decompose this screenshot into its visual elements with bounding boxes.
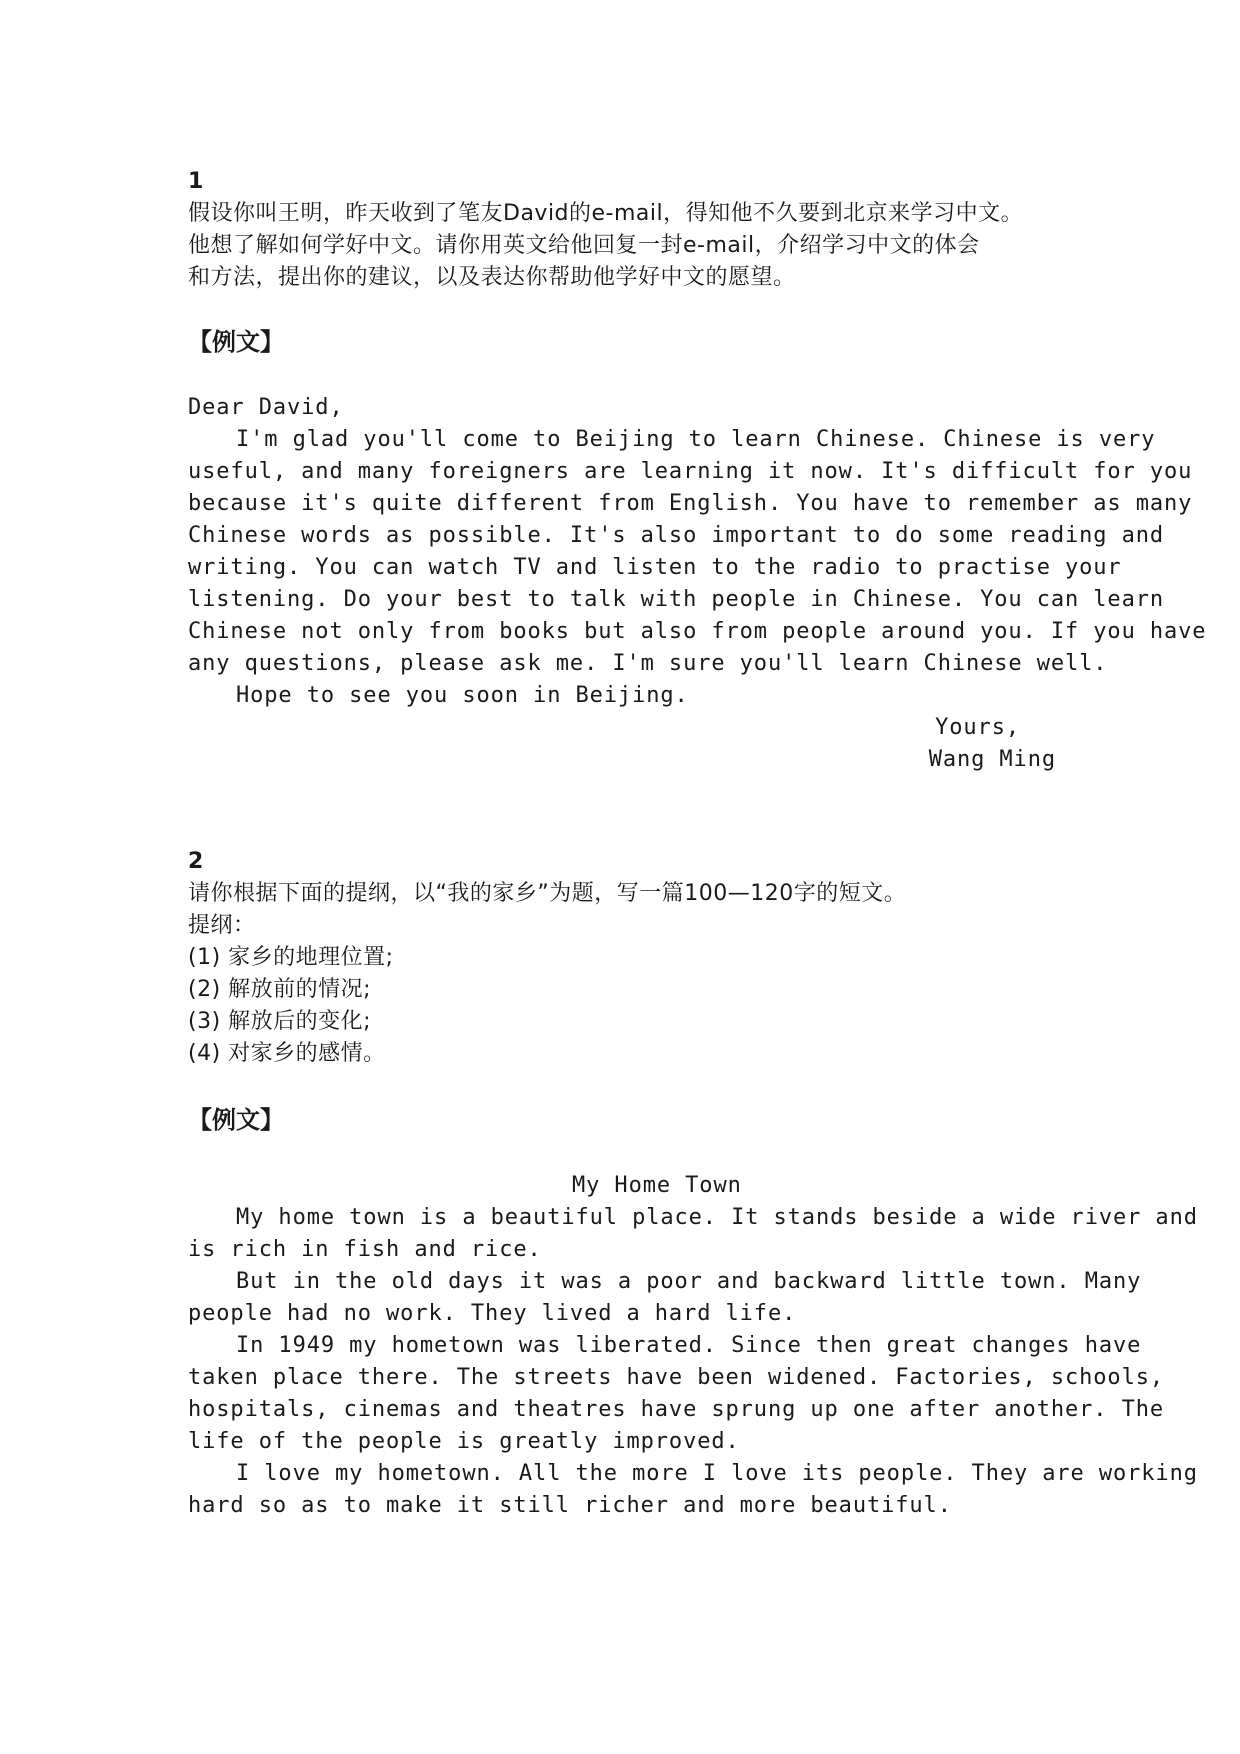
letter-signoff: Yours, <box>935 715 1020 740</box>
letter-body-line: useful, and many foreigners are learning it now. It's difficult for you <box>188 459 1193 484</box>
question-1-prompt-line: 他想了解如何学好中文。请你用英文给他回复一封e-mail，介绍学习中文的体会 <box>188 233 980 258</box>
outline-item: (3) 解放后的变化; <box>188 1009 372 1034</box>
document-page <box>188 0 1207 1754</box>
essay-line: My home town is a beautiful place. It stands beside a wide river and <box>236 1205 1198 1230</box>
letter-body-line: Chinese not only from books but also from people around you. If you have <box>188 619 1207 644</box>
question-1-prompt-line: 假设你叫王明，昨天收到了笔友David的e-mail，得知他不久要到北京来学习中文。 <box>188 201 1024 226</box>
sample-essay-heading-2: 【例文】 <box>188 1106 284 1134</box>
letter-body-line: because it's quite different from English. You have to remember as many <box>188 491 1193 516</box>
letter-body-line: writing. You can watch TV and listen to the radio to practise your <box>188 555 1122 580</box>
essay-line: taken place there. The streets have been widened. Factories, schools, <box>188 1365 1165 1390</box>
essay-line: hard so as to make it still richer and more beautiful. <box>188 1493 952 1518</box>
essay-title: My Home Town <box>572 1173 742 1198</box>
question-number-1: 1 <box>188 169 204 194</box>
outline-label: 提纲： <box>188 913 256 938</box>
letter-body-line: Chinese words as possible. It's also important to do some reading and <box>188 523 1165 548</box>
letter-body-line: any questions, please ask me. I'm sure you'll learn Chinese well. <box>188 651 1108 676</box>
essay-line: is rich in fish and rice. <box>188 1237 542 1262</box>
question-2-prompt: 请你根据下面的提纲，以“我的家乡”为题，写一篇100—120字的短文。 <box>188 881 907 906</box>
essay-line: In 1949 my hometown was liberated. Since then great changes have <box>236 1333 1142 1358</box>
letter-closing-line: Hope to see you soon in Beijing. <box>236 683 689 708</box>
essay-line: But in the old days it was a poor and backward little town. Many <box>236 1269 1142 1294</box>
essay-line: hospitals, cinemas and theatres have sprung up one after another. The <box>188 1397 1165 1422</box>
essay-line: life of the people is greatly improved. <box>188 1429 740 1454</box>
outline-item: (1) 家乡的地理位置; <box>188 945 394 970</box>
outline-item: (2) 解放前的情况; <box>188 977 372 1002</box>
question-1-prompt-line: 和方法，提出你的建议，以及表达你帮助他学好中文的愿望。 <box>188 265 796 290</box>
question-number-2: 2 <box>188 849 204 874</box>
letter-salutation: Dear David, <box>188 395 344 420</box>
essay-line: I love my hometown. All the more I love its people. They are working <box>236 1461 1198 1486</box>
letter-body-line: listening. Do your best to talk with people in Chinese. You can learn <box>188 587 1165 612</box>
essay-line: people had no work. They lived a hard life. <box>188 1301 797 1326</box>
letter-body-line: I'm glad you'll come to Beijing to learn Chinese. Chinese is very <box>236 427 1156 452</box>
letter-signature: Wang Ming <box>928 747 1056 772</box>
sample-essay-heading-1: 【例文】 <box>188 328 284 356</box>
outline-item: (4) 对家乡的感情。 <box>188 1041 386 1066</box>
